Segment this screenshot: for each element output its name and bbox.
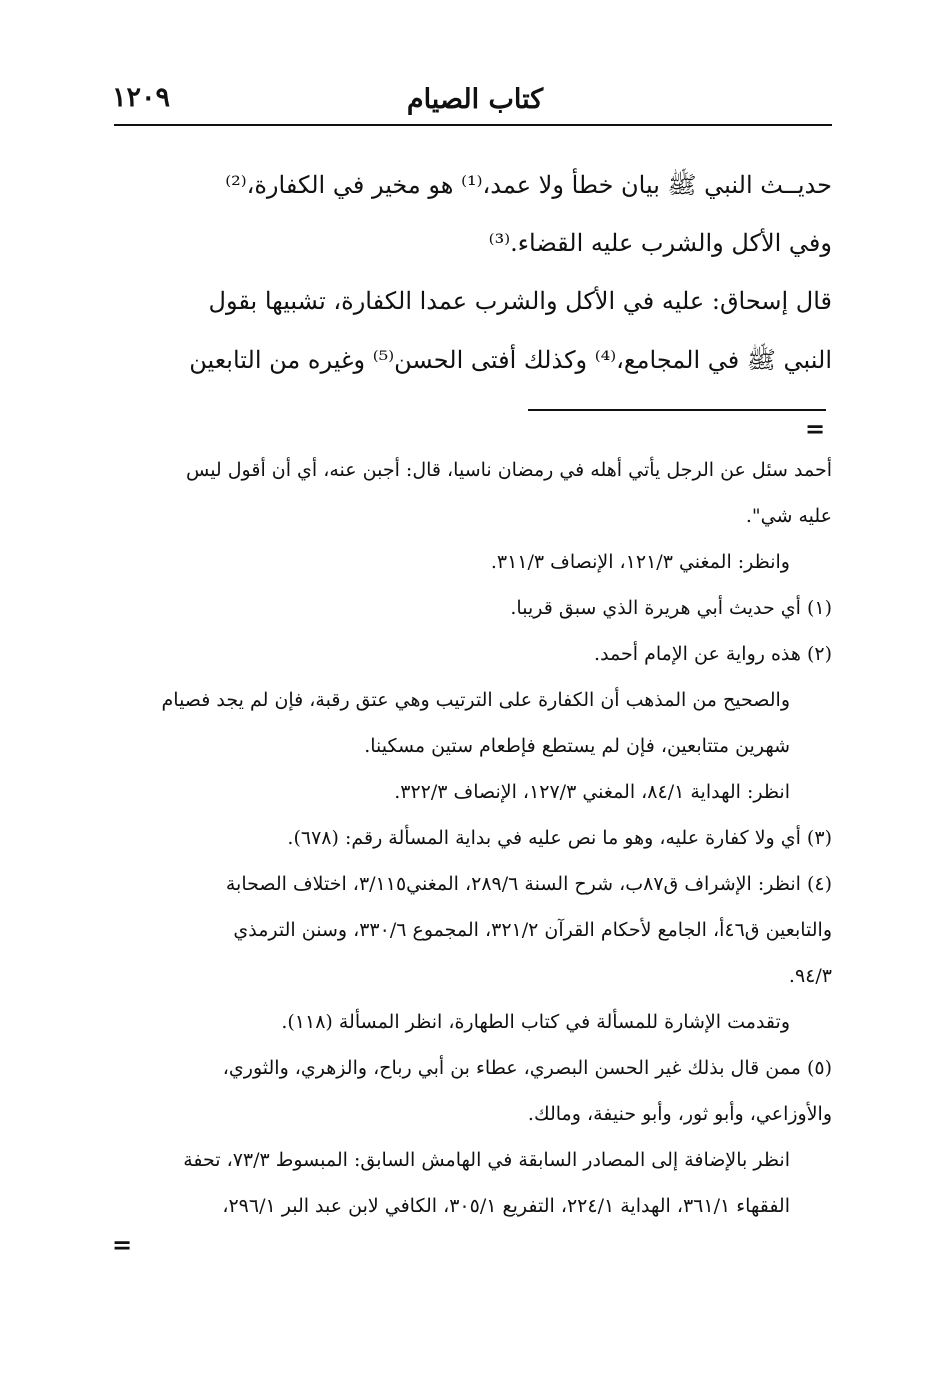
- footnote-line: وانظر: المغني ١٢١/٣، الإنصاف ٣١١/٣.: [490, 551, 790, 573]
- footnote-line: انظر بالإضافة إلى المصادر السابقة في الهامش السابق: المبسوط ٧٣/٣، تحفة: [183, 1149, 790, 1171]
- continuation-mark-top: =: [805, 414, 826, 443]
- main-text-line-4: النبي ﷺ في المجامع،⁽⁴⁾ وكذلك أفتى الحسن⁽⁵⁾ وغيره من التابعين: [189, 346, 832, 374]
- main-text-line-1: حديــث النبي ﷺ بيان خطأ ولا عمد،⁽¹⁾ هو مخير في الكفارة،⁽²⁾: [225, 171, 832, 199]
- running-header-title: كتاب الصيام: [406, 84, 544, 115]
- main-text-line-3: قال إسحاق: عليه في الأكل والشرب عمدا الكفارة، تشبيها بقول: [208, 287, 832, 315]
- footnote-line: والصحيح من المذهب أن الكفارة على الترتيب وهي عتق رقبة، فإن لم يجد فصيام: [161, 689, 790, 711]
- footnote-line: (٢) هذه رواية عن الإمام أحمد.: [594, 643, 832, 665]
- footnote-line: شهرين متتابعين، فإن لم يستطع فإطعام ستين مسكينا.: [364, 735, 790, 757]
- main-text-line-2: وفي الأكل والشرب عليه القضاء.⁽³⁾: [488, 229, 832, 257]
- footnote-line: (١) أي حديث أبي هريرة الذي سبق قريبا.: [510, 597, 832, 619]
- footnote-line: عليه شي".: [745, 505, 832, 527]
- continuation-mark-bottom: =: [112, 1230, 133, 1259]
- footnote-line: (٥) ممن قال بذلك غير الحسن البصري، عطاء بن أبي رباح، والزهري، والثوري،: [222, 1057, 832, 1079]
- footnote-line: أحمد سئل عن الرجل يأتي أهله في رمضان ناسيا، قال: أجبن عنه، أي أن أقول ليس: [185, 459, 832, 481]
- footnote-line: ٩٤/٣.: [788, 965, 832, 987]
- footnote-line: والأوزاعي، وأبو ثور، وأبو حنيفة، ومالك.: [527, 1103, 832, 1125]
- footnote-separator: [528, 409, 826, 411]
- footnote-line: (٤) انظر: الإشراف ق٨٧ب، شرح السنة ٢٨٩/٦، المغني٣/١١٥، اختلاف الصحابة: [225, 873, 832, 895]
- header-rule: [114, 124, 832, 126]
- footnote-line: الفقهاء ٣٦١/١، الهداية ٢٢٤/١، التفريع ٣٠٥/١، الكافي لابن عبد البر ٢٩٦/١،: [222, 1195, 790, 1217]
- footnote-line: (٣) أي ولا كفارة عليه، وهو ما نص عليه في بداية المسألة رقم: (٦٧٨).: [287, 827, 832, 849]
- page-number: ١٢٠٩: [112, 82, 171, 113]
- footnote-line: والتابعين ق٤٦أ، الجامع لأحكام القرآن ٣٢١/٢، المجموع ٣٣٠/٦، وسنن الترمذي: [233, 919, 832, 941]
- footnote-line: وتقدمت الإشارة للمسألة في كتاب الطهارة، انظر المسألة (١١٨).: [281, 1011, 790, 1033]
- footnote-line: انظر: الهداية ٨٤/١، المغني ١٢٧/٣، الإنصاف ٣٢٢/٣.: [394, 781, 790, 803]
